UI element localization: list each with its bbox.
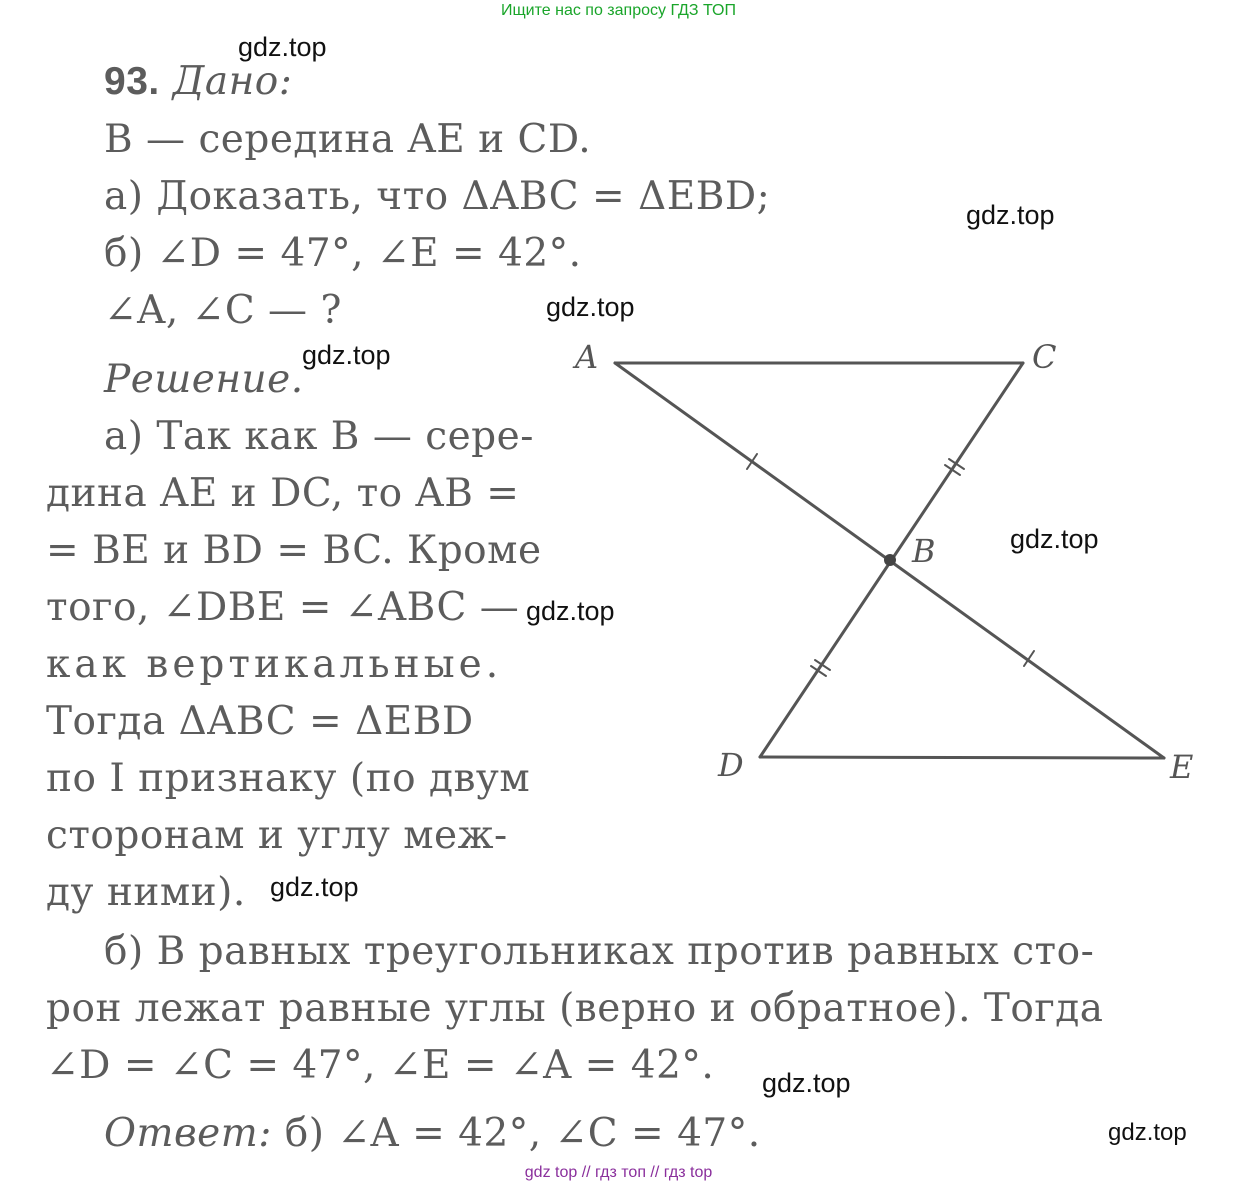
given-line: B — середина AE и CD. bbox=[104, 117, 592, 162]
label-c: C bbox=[1032, 338, 1057, 376]
label-e: E bbox=[1170, 748, 1194, 786]
watermark: gdz.top bbox=[270, 872, 359, 902]
tick-ab bbox=[747, 454, 757, 469]
watermark: gdz.top bbox=[1010, 524, 1099, 554]
solution-b-line: рон лежат равные углы (верно и обратное). Тогда bbox=[46, 986, 1104, 1031]
solution-line: = BE и BD = BC. Кроме bbox=[46, 528, 542, 573]
point-b bbox=[884, 554, 896, 566]
watermark: gdz.top bbox=[1108, 1119, 1187, 1146]
solution-b-line: б) В равных треугольниках против равных сто- bbox=[104, 929, 1095, 974]
label-d: D bbox=[718, 746, 744, 784]
watermark: gdz.top bbox=[526, 596, 615, 626]
given-label: Дано: bbox=[172, 59, 293, 104]
problem-number: 93. bbox=[104, 60, 160, 103]
segment-de bbox=[760, 757, 1164, 758]
answer-text: б) ∠A = 42°, ∠C = 47°. bbox=[284, 1111, 761, 1156]
label-a: A bbox=[575, 338, 599, 376]
given-line: б) ∠D = 47°, ∠E = 42°. bbox=[104, 231, 582, 276]
solution-line: дина AE и DC, то AB = bbox=[46, 471, 520, 516]
solution-b-line: ∠D = ∠C = 47°, ∠E = ∠A = 42°. bbox=[46, 1043, 715, 1088]
given-line: ∠A, ∠C — ? bbox=[104, 288, 342, 333]
solution-line: того, ∠DBE = ∠ABC — bbox=[46, 585, 520, 630]
watermark: gdz.top bbox=[762, 1068, 851, 1098]
solution-line: Тогда ΔABC = ΔEBD bbox=[46, 699, 474, 744]
solution-line: а) Так как B — сере- bbox=[104, 414, 534, 459]
solution-line: по I признаку (по двум bbox=[46, 756, 531, 801]
solution-label: Решение. bbox=[104, 357, 304, 402]
solution-line: ду ними). bbox=[46, 870, 246, 915]
solution-line: как вертикальные. bbox=[46, 642, 503, 687]
solution-line: сторонам и углу меж- bbox=[46, 813, 508, 858]
given-line: а) Доказать, что ΔABC = ΔEBD; bbox=[104, 174, 771, 219]
watermark: gdz.top bbox=[546, 292, 635, 322]
label-b: B bbox=[912, 532, 936, 570]
top-search-hint[interactable]: Ищите нас по запросу ГДЗ ТОП bbox=[501, 2, 736, 19]
watermark: gdz.top bbox=[966, 200, 1055, 230]
answer-line bbox=[104, 1112, 761, 1156]
watermark: gdz.top bbox=[238, 32, 327, 62]
watermark: gdz.top bbox=[302, 340, 391, 370]
answer-label: Ответ: bbox=[104, 1111, 272, 1156]
triangles-figure bbox=[560, 330, 1220, 800]
footer-links[interactable]: gdz top // гдз топ // гдз top bbox=[524, 1164, 713, 1181]
problem-heading bbox=[104, 60, 292, 104]
